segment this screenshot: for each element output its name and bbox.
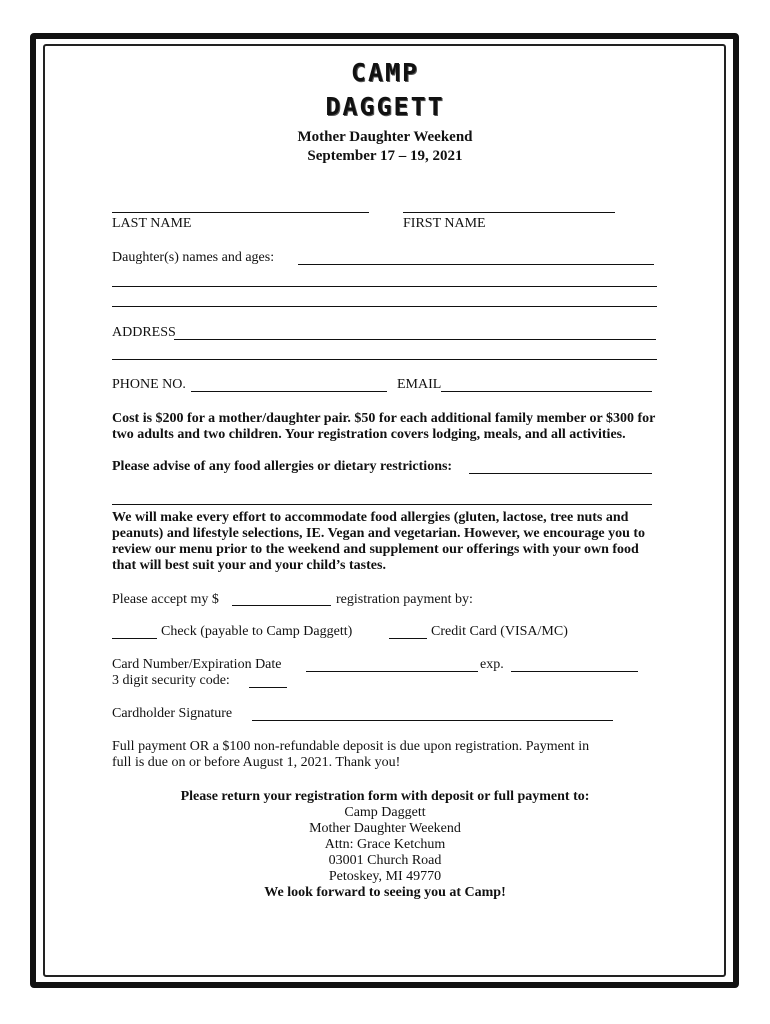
first-name-field[interactable] xyxy=(403,212,615,213)
address-field-line2[interactable] xyxy=(112,359,657,360)
payment-amount-field[interactable] xyxy=(232,605,331,606)
accept-suffix: registration payment by: xyxy=(336,592,473,607)
card-number-field[interactable] xyxy=(306,671,478,672)
cost-text: Cost is $200 for a mother/daughter pair. $50 for each additional family member or $300 for two adults and two children. Your registration covers lodging, meals, and all activities. xyxy=(112,411,656,442)
return-org: Camp Daggett xyxy=(344,805,426,820)
deposit-text-line2: full is due on or before August 1, 2021. Thank you! xyxy=(112,755,401,770)
event-dates: September 17 – 19, 2021 xyxy=(307,148,463,164)
card-number-label: Card Number/Expiration Date xyxy=(112,657,282,672)
email-field[interactable] xyxy=(441,391,652,392)
closing-message: We look forward to seeing you at Camp! xyxy=(264,885,506,900)
check-option-field[interactable] xyxy=(112,638,157,639)
return-heading: Please return your registration form with deposit or full payment to: xyxy=(180,789,590,804)
security-code-label: 3 digit security code: xyxy=(112,673,230,688)
credit-option-field[interactable] xyxy=(389,638,427,639)
event-name: Mother Daughter Weekend xyxy=(297,129,473,145)
daughters-label: Daughter(s) names and ages: xyxy=(112,250,275,265)
accept-prefix: Please accept my $ xyxy=(112,592,219,607)
expiration-field[interactable] xyxy=(511,671,638,672)
daughters-field[interactable] xyxy=(298,264,654,265)
first-name-label: FIRST NAME xyxy=(403,216,486,231)
camp-title-line2: DAGGETT xyxy=(325,92,445,121)
allergy-field-line2[interactable] xyxy=(112,504,652,505)
last-name-label: LAST NAME xyxy=(112,216,192,231)
daughters-field-line2[interactable] xyxy=(112,286,657,287)
security-code-field[interactable] xyxy=(249,687,287,688)
check-label: Check (payable to Camp Daggett) xyxy=(161,624,353,639)
signature-field[interactable] xyxy=(252,720,613,721)
return-program: Mother Daughter Weekend xyxy=(309,821,461,836)
allergy-note: We will make every effort to accommodate food allergies (gluten, lactose, tree nuts and peanuts) and lifestyle selections, IE. Vegan and vegetarian. However, we encourage you to review our menu prior to the weekend and supplement our offerings with your own food that will best suit your and your child’s tastes. xyxy=(112,510,646,573)
signature-label: Cardholder Signature xyxy=(112,706,233,721)
address-label: ADDRESS xyxy=(112,325,176,340)
return-city: Petoskey, MI 49770 xyxy=(328,869,442,884)
deposit-text-line1: Full payment OR a $100 non-refundable deposit is due upon registration. Payment in xyxy=(112,739,590,754)
allergy-prompt: Please advise of any food allergies or dietary restrictions: xyxy=(112,459,453,474)
phone-field[interactable] xyxy=(191,391,387,392)
last-name-field[interactable] xyxy=(112,212,369,213)
exp-label: exp. xyxy=(480,657,504,672)
return-attn: Attn: Grace Ketchum xyxy=(324,837,446,852)
allergy-field[interactable] xyxy=(469,473,652,474)
credit-label: Credit Card (VISA/MC) xyxy=(431,624,568,639)
email-label: EMAIL xyxy=(397,377,442,392)
address-field[interactable] xyxy=(174,339,656,340)
camp-title-line1: CAMP xyxy=(350,58,420,87)
return-street: 03001 Church Road xyxy=(328,853,442,868)
phone-label: PHONE NO. xyxy=(112,377,186,392)
daughters-field-line3[interactable] xyxy=(112,306,657,307)
